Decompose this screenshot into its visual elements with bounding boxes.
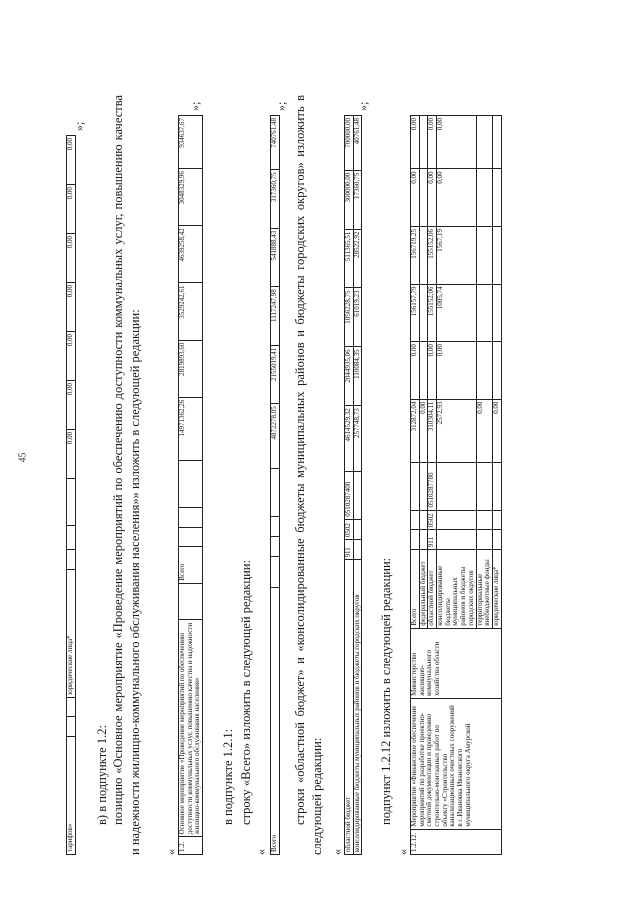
table-fragment-budgets [344,115,362,855]
table-cell: 155152,06 [428,284,437,342]
table-cell: 61019,23 [353,288,362,347]
table-cell: 911 [428,530,437,550]
end-mark: »; [188,101,202,111]
table-cell: консолидированные бюджеты муниципальных районов и бюджеты городских округов [353,560,362,855]
table-cell: 700000,00 [345,116,354,171]
page-number: 45 [17,452,29,463]
table-cell: 0502 [428,510,437,530]
table-cell: 0,00 [411,116,420,169]
table-cell: 0,00 [67,283,76,332]
paragraph: строки «областной бюджет» и «консолидированные бюджеты муниципальных районов и бюджеты городских округов» изложить в следующей редакции: [293,95,324,855]
table-cell: 740761,48 [271,116,280,170]
table-cell: 4872278,05 [271,404,280,469]
table-cell: Мероприятие «Финансовое обеспечение мероприятий по разработке проектно-сметной документации и проведению строительно-монтажных работ по объекту «Строительство канализационных очистных сооружений в с.Ивановка Ивановского муниципального округа Амурской [411,698,502,829]
table-cell: Министерство жилищно-коммунального хозяйства области [411,628,502,698]
table-cell: тарифов» [67,737,76,855]
table-cell: 911 [345,540,354,560]
paragraph: строку «Всего» изложить в следующей редакции: [239,560,253,825]
table-cell: 28522,92 [353,229,362,288]
table-cell: 3529242,61 [179,283,203,340]
table-fragment-12 [178,115,203,855]
table-cell: 4639258,42 [179,226,203,283]
table-cell: 0,00 [428,169,437,227]
table-row [67,136,76,855]
paragraph: в) в подпункте 1.2: [95,725,109,825]
table-fragment-top [66,135,76,855]
table-cell: 40761,48 [353,116,362,171]
table-cell: 0,00 [419,399,428,463]
table-cell: 0,00 [411,342,420,400]
table-cell: 110084,35 [353,347,362,406]
table-cell: 317360,75 [271,170,280,228]
table-cell: 0,00 [67,136,76,185]
table-cell: 511365,51 [345,229,354,288]
table-cell: 2819893,60 [179,340,203,397]
quote-open: « [396,849,410,855]
table-cell: 156719,25 [411,227,420,285]
table-cell: юридические лица* [492,550,501,628]
table-cell: 312872,04 [411,399,420,463]
paragraph: в подпункте 1.2.1: [221,728,235,825]
paragraph: позицию «Основное мероприятие «Проведение мероприятий по обеспечению доступности коммунальных услуг, повышению качества и надежности жилищно-коммунального обслуживания населения»» изложить в следующей редакции: [111,95,142,855]
table-cell: 2155019,41 [271,345,280,403]
table-row [271,116,280,855]
table-cell: 0510287400 [345,471,354,519]
table-cell: 934637,67 [179,116,203,169]
table-cell: юридические лица* [67,569,76,697]
quote-open: « [254,849,268,855]
table-cell: 0502 [345,519,354,539]
table-cell: 300000,00 [345,170,354,229]
table-cell: 0,00 [67,185,76,234]
table-cell: 3048329,96 [179,169,203,226]
quote-open: « [330,849,344,855]
table-cell: 257748,73 [353,406,362,471]
table-cell: 156157,79 [411,284,420,342]
table-cell: областной бюджет [428,550,437,628]
table-cell: 1117247,98 [271,287,280,345]
table-fragment-vsego [270,115,280,855]
table-cell: 0,00 [428,116,437,169]
table-cell: 4614529,32 [345,406,354,471]
end-mark: »; [274,101,288,111]
table-cell: 0,00 [428,342,437,400]
table-fragment-1212 [410,115,502,855]
table-cell: 0,00 [67,380,76,429]
table-cell: Всего [179,547,203,583]
table-cell: 1.2. [179,837,203,855]
table-cell: территориальные внебюджетные фонды [476,550,492,628]
table-cell: 310304,11 [428,399,437,463]
table-row [179,116,203,855]
table-cell: 2572,93 [437,399,476,463]
table-cell: 0,00 [67,234,76,283]
table-cell: федеральный бюджет [419,550,428,628]
table-cell: 17360,75 [353,170,362,229]
table-cell: консолидированные бюджеты муниципальных районов и бюджеты городских округов [437,550,476,628]
table-cell: Всего [411,550,420,628]
table-cell: Всего [271,588,280,855]
table-cell: 0,00 [437,116,476,169]
table-cell: 1005,74 [437,284,476,342]
table-cell: 0,00 [437,169,476,227]
rotated-content [60,65,500,855]
table-cell: 0,00 [67,429,76,478]
table-cell: 14971362,26 [179,397,203,460]
table-cell: 1567,19 [437,227,476,285]
table-cell: 0,00 [437,342,476,400]
end-mark: »; [356,101,370,111]
table-row [353,116,362,855]
table-row [411,116,420,855]
table-cell: Основное мероприятие «Проведение мероприятий по обеспечению доступности коммунальных услуг, повышению качества и надежности жилищно-коммунального обслуживания населения» [179,620,203,837]
table-cell: 1056228,75 [345,288,354,347]
table-row [345,116,354,855]
table-cell: 0510287780 [428,463,437,510]
table-cell: областной бюджет [345,560,354,855]
table-cell: 2044935,06 [345,347,354,406]
paragraph: подпункт 1.2.12 изложить в следующей редакции: [379,557,393,825]
table-cell: 155152,06 [428,227,437,285]
table-cell: 0,00 [476,399,492,463]
table-cell: 0,00 [492,399,501,463]
table-cell: 1.2.12. [411,829,502,854]
table-cell: 0,00 [411,169,420,227]
table-cell: 0,00 [67,331,76,380]
table-cell: 541888,43 [271,228,280,286]
quote-open: « [164,849,178,855]
end-mark: »; [72,121,86,131]
